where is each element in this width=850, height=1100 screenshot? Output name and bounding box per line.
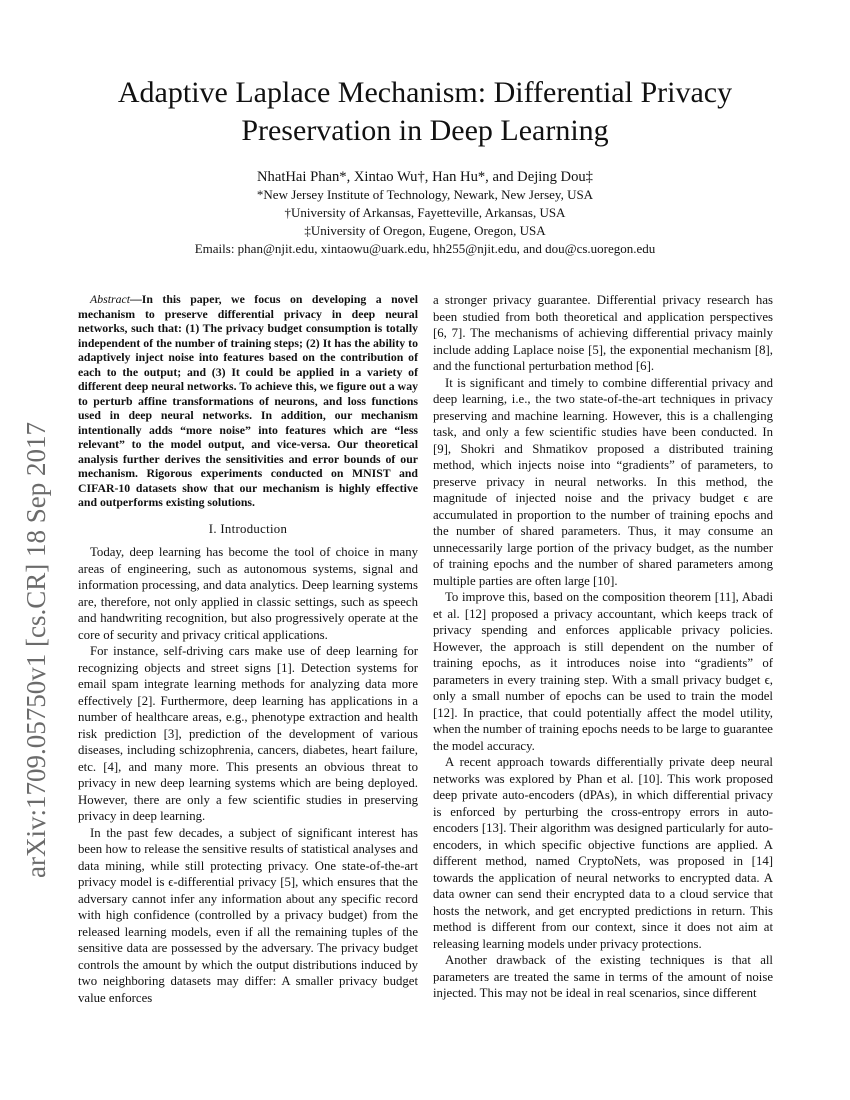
paragraph: Today, deep learning has become the tool of choice in many areas of engineering, such as autonomous systems, signal and information processing, and data analytics. Deep learning systems are, therefore, not only applied in classic settings, such as speech and handwriting recognition, but also progressively operate at the core of security and privacy critical applications. <box>78 545 418 642</box>
emails: Emails: phan@njit.edu, xintaowu@uark.edu, hh255@njit.edu, and dou@cs.uoregon.edu <box>194 241 656 256</box>
paragraph: Another drawback of the existing techniques is that all parameters are treated the same in terms of the amount of noise injected. This may not be ideal in real scenarios, since different <box>433 953 773 1000</box>
paper-title: Adaptive Laplace Mechanism: Differential Privacy Preservation in Deep Learning <box>117 76 733 147</box>
right-column <box>433 292 773 1002</box>
abstract-text: —In this paper, we focus on developing a novel mechanism to preserve differential privacy in deep neural networks, such that: (1) The privacy budget consumption is totally independent of the number of training steps; (2) It has the ability to adaptively inject noise into features based on the contribution of each to the output; and (3) It could be applied in a variety of different deep neural networks. To achieve this, we figure out a way to perturb affine transformations of neurons, and loss functions used in deep neural networks. In addition, our mechanism intentionally adds “more noise” into features which are “less relevant” to the model output, and vice-versa. Our theoretical analysis further derives the sensitivities and error bounds of our mechanism. Rigorous experiments conducted on MNIST and CIFAR-10 datasets show that our mechanism is highly effective and outperforms existing solutions. <box>78 292 418 509</box>
affiliation-2: †University of Arkansas, Fayetteville, Arkansas, USA <box>284 205 566 220</box>
authors: NhatHai Phan*, Xintao Wu†, Han Hu*, and Dejing Dou‡ <box>257 169 593 185</box>
section-heading: I. Introduction <box>208 521 288 536</box>
abstract-label: Abstract <box>90 292 130 306</box>
paragraph: For instance, self-driving cars make use of deep learning for recognizing objects and street signs [1]. Detection systems for email spam integrate learning methods for analyzing data more effectively [2]. Furthermore, deep learning has applications in a number of healthcare areas, e.g., phenotype extraction and health risk prediction [3], prediction of the development of various diseases, including schizophrenia, cancers, diabetes, heart failure, etc. [4], and many more. This presents an obvious threat to privacy in new deep learning systems which are being deployed. However, there are only a few scientific studies in preserving privacy in deep learning. <box>78 644 418 823</box>
paragraph: A recent approach towards differentially private deep neural networks was explored by Phan et al. [10]. This work proposed deep private auto-encoders (dPAs), in which differential privacy is enforced by perturbing the cross-entropy errors in auto-encoders [13]. Their algorithm was designed particularly for auto-encoders, in which specific objective functions are applied. A different method, named CryptoNets, was proposed in [14] towards the application of neural networks to encrypted data. A data owner can send their encrypted data to a cloud service that hosts the network, and get encrypted predictions in return. This method is different from our context, since it does not aim at releasing learning models under privacy protections. <box>433 755 773 951</box>
paragraph: In the past few decades, a subject of significant interest has been how to release the sensitive results of statistical analyses and data mining, while still protecting privacy. One state-of-the-art privacy model is ϵ-differential privacy [5], which ensures that the adversary cannot infer any information about any specific record with high confidence (controlled by a privacy budget) from the released learning models, even if all the remaining tuples of the sensitive data are possessed by the adversary. The privacy budget controls the amount by which the output distributions induced by two neighboring datasets may differ: A smaller privacy budget value enforces <box>78 825 418 1005</box>
affiliation-3: ‡University of Oregon, Eugene, Oregon, USA <box>304 223 546 238</box>
abstract <box>78 292 418 510</box>
paragraph: It is significant and timely to combine differential privacy and deep learning, i.e., the two state-of-the-art techniques in privacy preserving and machine learning. However, this is a challenging task, and only a few scientific studies have been conducted. In [9], Shokri and Shmatikov proposed a distributed training method, which injects noise into “gradients” of parameters, to preserve privacy in neural networks. In this method, the magnitude of injected noise and the privacy budget ϵ are accumulated in proportion to the number of training epochs and the number of shared parameters. Thus, it may consume an unnecessarily large portion of the privacy budget, as the number of training epochs and the number of shared parameters among multiple parties are often large [10]. <box>433 375 773 588</box>
paragraph: a stronger privacy guarantee. Differential privacy research has been studied from both theoretical and application perspectives [6, 7]. The mechanisms of achieving differential privacy mainly include adding Laplace noise [5], the exponential mechanism [8], and the functional perturbation method [6]. <box>433 293 773 373</box>
paragraph: To improve this, based on the composition theorem [11], Abadi et al. [12] proposed a privacy accountant, which keeps track of privacy spending and enforces applicable privacy policies. However, the approach is still dependent on the number of training epochs, as it introduces noise into “gradients” of parameters in every training step. With a small privacy budget ϵ, only a small number of epochs can be used to train the model [12]. In practice, that could potentially affect the model utility, when the number of training epochs needs to be large to guarantee the model accuracy. <box>433 590 773 753</box>
arxiv-stamp: arXiv:1709.05750v1 [cs.CR] 18 Sep 2017 <box>21 422 51 878</box>
left-column <box>78 292 418 1006</box>
affiliation-1: *New Jersey Institute of Technology, Newark, New Jersey, USA <box>256 187 594 202</box>
